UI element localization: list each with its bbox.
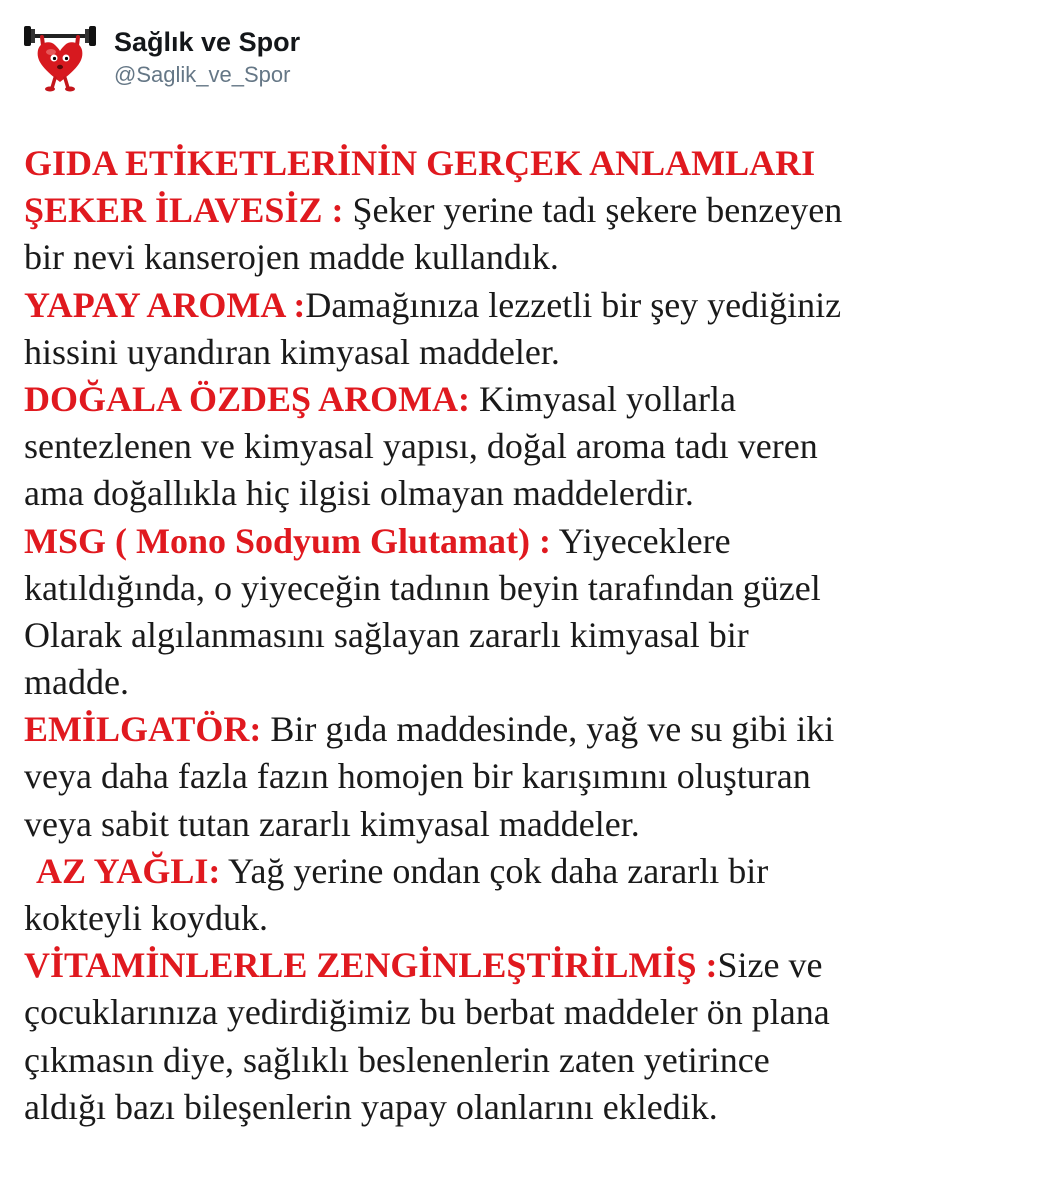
tweet-text — [24, 140, 1024, 1131]
section-line — [24, 848, 1024, 895]
definition-text: Şeker yerine tadı şekere benzeyen — [343, 190, 843, 231]
definition-line: katıldığında, o yiyeceğin tadının beyin tarafından güzel — [24, 567, 821, 608]
definition-line: bir nevi kanserojen madde kullandık. — [24, 237, 559, 278]
definition-line: kokteyli koyduk. — [24, 898, 268, 938]
term-label: DOĞALA ÖZDEŞ AROMA: — [24, 378, 471, 419]
definition-line: çocuklarınıza yedirdiğimiz bu berbat maddeler ön plana — [24, 992, 830, 1033]
term-label: EMİLGATÖR: — [24, 709, 262, 750]
section-line — [24, 518, 1024, 565]
definition-line: veya sabit tutan zararlı kimyasal maddeler. — [24, 803, 640, 844]
definition-line: madde. — [24, 662, 129, 703]
definition-text: Damağınıza lezzetli bir şey yediğiniz — [305, 284, 842, 325]
definition-line: ama doğallıkla hiç ilgisi olmayan maddelerdir. — [24, 473, 694, 514]
definition-line: Olarak algılanmasını sağlayan zararlı kimyasal bir — [24, 614, 749, 655]
avatar[interactable] — [22, 20, 98, 92]
definition-text: Size ve — [717, 945, 823, 986]
definition-line: çıkmasın diye, sağlıklı beslenenlerin zaten yetirince — [24, 1039, 770, 1080]
term-label: YAPAY AROMA : — [24, 284, 306, 325]
definition-line: sentezlenen ve kimyasal yapısı, doğal aroma tadı veren — [24, 426, 818, 467]
definition-text: Kimyasal yollarla — [470, 378, 736, 419]
section-line — [24, 942, 1024, 989]
content-title: GIDA ETİKETLERİNİN GERÇEK ANLAMLARI — [24, 143, 816, 183]
definition-line: veya daha fazla fazın homojen bir karışımını oluşturan — [24, 756, 811, 797]
tweet-header — [22, 20, 300, 100]
section-line — [24, 282, 1024, 329]
term-label: ŞEKER İLAVESİZ : — [24, 190, 344, 231]
heart-weightlifter-icon — [22, 20, 98, 92]
term-label: VİTAMİNLERLE ZENGİNLEŞTİRİLMİŞ : — [24, 945, 718, 986]
definition-text: Yağ yerine ondan çok daha zararlı bir — [220, 850, 769, 891]
user-handle[interactable]: @Saglik_ve_Spor — [114, 62, 291, 87]
display-name[interactable]: Sağlık ve Spor — [114, 27, 301, 57]
definition-text: Bir gıda maddesinde, yağ ve su gibi iki — [261, 709, 835, 750]
definition-line: hissini uyandıran kimyasal maddeler. — [24, 331, 560, 372]
section-line — [24, 187, 1024, 234]
account-info — [114, 26, 300, 90]
term-label: MSG ( Mono Sodyum Glutamat) : — [24, 520, 552, 561]
definition-text: Yiyeceklere — [551, 520, 731, 561]
section-line — [24, 376, 1024, 423]
definition-line: aldığı bazı bileşenlerin yapay olanlarını ekledik. — [24, 1086, 718, 1127]
section-line — [24, 706, 1024, 753]
term-label: AZ YAĞLI: — [36, 850, 221, 891]
